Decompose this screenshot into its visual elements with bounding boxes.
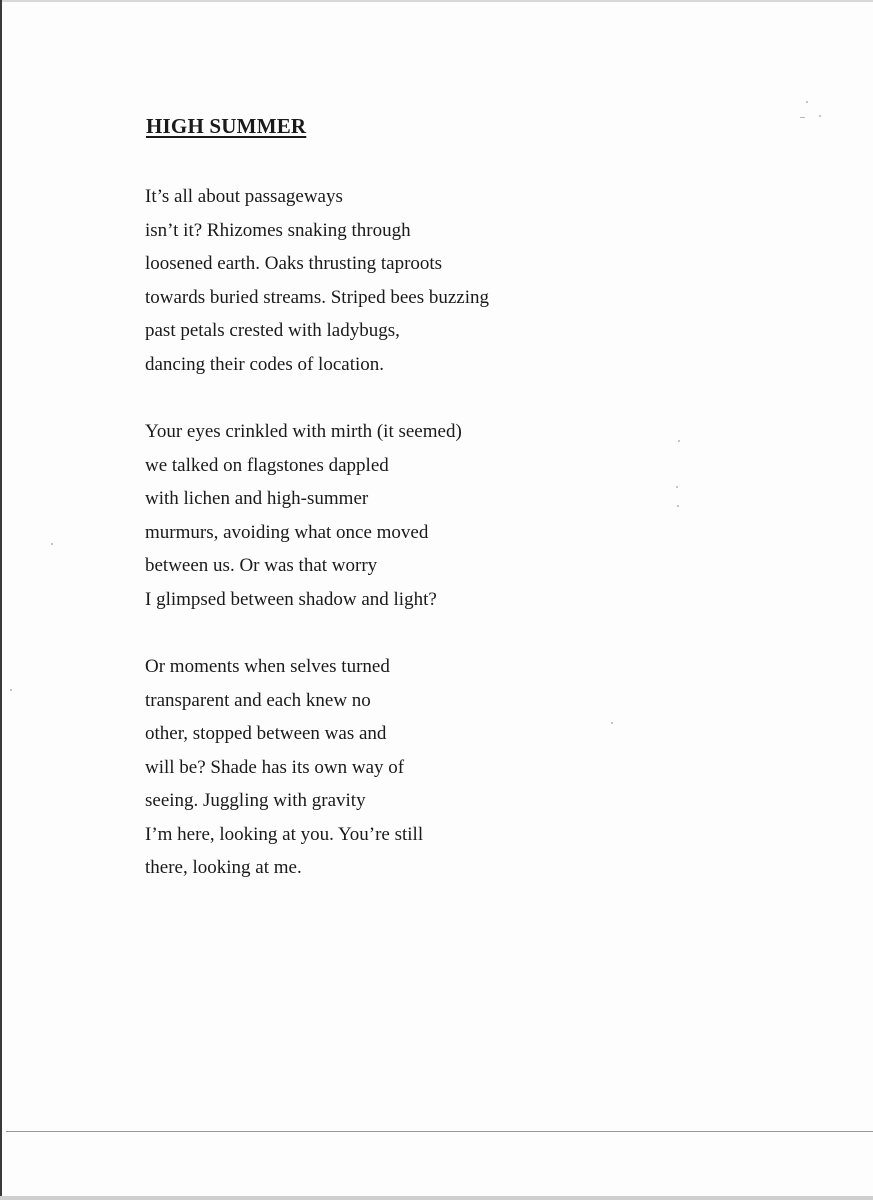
page-bottom-edge [0, 1196, 873, 1200]
scan-speck [819, 115, 821, 117]
page-left-edge [0, 0, 2, 1200]
poem-line: dancing their codes of location. [145, 353, 385, 375]
scan-speck [677, 505, 679, 507]
scan-speck [806, 101, 808, 103]
poem-line: past petals crested with ladybugs, [145, 320, 400, 341]
poem-line: other, stopped between was and [145, 723, 387, 744]
scan-speck [10, 689, 12, 691]
poem-line: I glimpsed between shadow and light? [145, 588, 437, 610]
poem-line: It’s all about passageways [145, 186, 343, 207]
poem-line: isn’t it? Rhizomes snaking through [145, 219, 411, 241]
poem-line: I’m here, looking at you. You’re still [145, 823, 424, 845]
poem-line: Your eyes crinkled with mirth (it seemed) [145, 421, 462, 442]
scan-fold-line [6, 1131, 873, 1132]
scan-speck [611, 722, 613, 724]
poem-line: loosened earth. Oaks thrusting taproots [145, 253, 443, 274]
poem-line: Or moments when selves turned [145, 656, 390, 677]
scan-speck [51, 543, 53, 545]
page-top-edge [0, 0, 873, 2]
poem-line: transparent and each knew no [145, 689, 371, 711]
poem-line: there, looking at me. [145, 857, 302, 878]
poem-line: between us. Or was that worry [145, 555, 378, 576]
poem-line: seeing. Juggling with gravity [145, 790, 366, 811]
poem-line: we talked on flagstones dappled [145, 454, 389, 476]
scan-speck [800, 117, 805, 118]
poem-title: HIGH SUMMER [146, 114, 307, 138]
poem-line: will be? Shade has its own way of [145, 756, 405, 778]
poem-line: murmurs, avoiding what once moved [145, 521, 429, 543]
poem-line: towards buried streams. Striped bees buzzing [145, 286, 490, 308]
scan-speck [676, 486, 678, 488]
stanza-3 [145, 650, 423, 885]
stanza-2 [145, 415, 462, 616]
scan-speck [678, 440, 680, 442]
poem-line: with lichen and high-summer [145, 488, 369, 509]
stanza-1 [145, 180, 489, 381]
